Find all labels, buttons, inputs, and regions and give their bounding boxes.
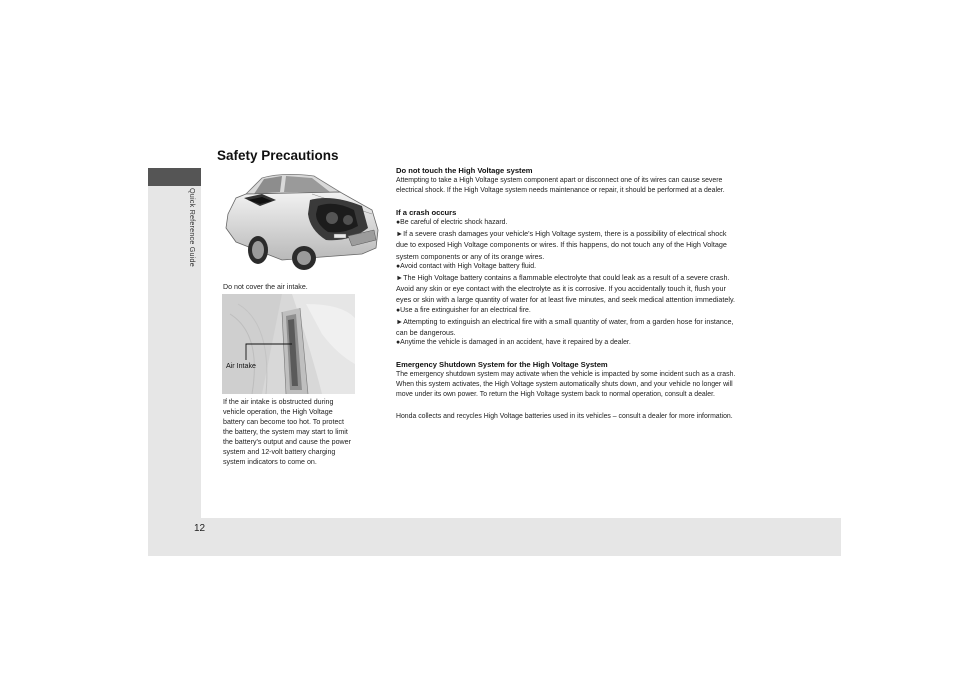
bullet-detail: ►If a severe crash damages your vehicle's High Voltage system, there is a possibility of electrical shock due to exposed High Voltage components or wires. If this happens, do not touch any of the High Voltage system components or any of its orange wires. [396,229,727,261]
section-side-label: Quick Reference Guide [188,188,197,267]
air-intake-illustration [222,294,355,394]
section-tab [148,168,201,186]
closing-note: Honda collects and recycles High Voltage batteries used in its vehicles – consult a dealer for more information. [396,413,733,421]
footer-band [148,518,841,556]
page-number: 12 [194,523,206,534]
section-crash [396,208,739,348]
section-emergency-shutdown [396,360,739,400]
main-content [396,166,739,422]
bullet-detail: ►The High Voltage battery contains a flammable electrolyte that could leak as a result of a severe crash. Avoid any skin or eye contact with the electrolyte as it is corrosive. If you accidentally touch it, flush your eyes or skin with a large quantity of water for at least five minutes, and seek medical attention immediately. [396,272,736,305]
page-title: Safety Precautions [217,148,339,163]
bullet-item: ●Avoid contact with High Voltage battery fluid. [396,262,537,270]
section-heading: Do not touch the High Voltage system [396,166,533,175]
bullet-item: ●Be careful of electric shock hazard. [396,219,508,226]
bullet-item: ●Anytime the vehicle is damaged in an accident, have it repaired by a dealer. [396,339,631,347]
intake-caption: Do not cover the air intake. [223,283,308,291]
bullet-detail: ►Attempting to extinguish an electrical fire with a small quantity of water, from a garden hose for instance, can be dangerous. [396,316,734,338]
section-heading: If a crash occurs [396,208,457,217]
bullet-item: ●Use a fire extinguisher for an electrical fire. [396,306,531,314]
air-intake-label: Air Intake [226,362,256,370]
section-body: The emergency shutdown system may activate when the vehicle is impacted by some incident such as a crash. When this system activates, the High Voltage system automatically shuts down, and your vehicle no longer will move under its own power. To return the High Voltage system back to normal operation, consult a dealer. [396,371,736,399]
section-heading: Emergency Shutdown System for the High Voltage System [396,360,608,370]
section-body: Attempting to take a High Voltage system component apart or disconnect one of its wires can cause severe electrical shock. If the High Voltage system needs maintenance or repair, it should be performed at a dealer. [396,177,725,194]
section-do-not-touch [396,166,739,196]
car-illustration [222,170,382,273]
intake-description: If the air intake is obstructed during vehicle operation, the High Voltage battery can become too hot. To protect the battery, the system may start to limit the battery's output and cause the power system and 12-volt battery charging system indicators to come on. [223,398,351,466]
